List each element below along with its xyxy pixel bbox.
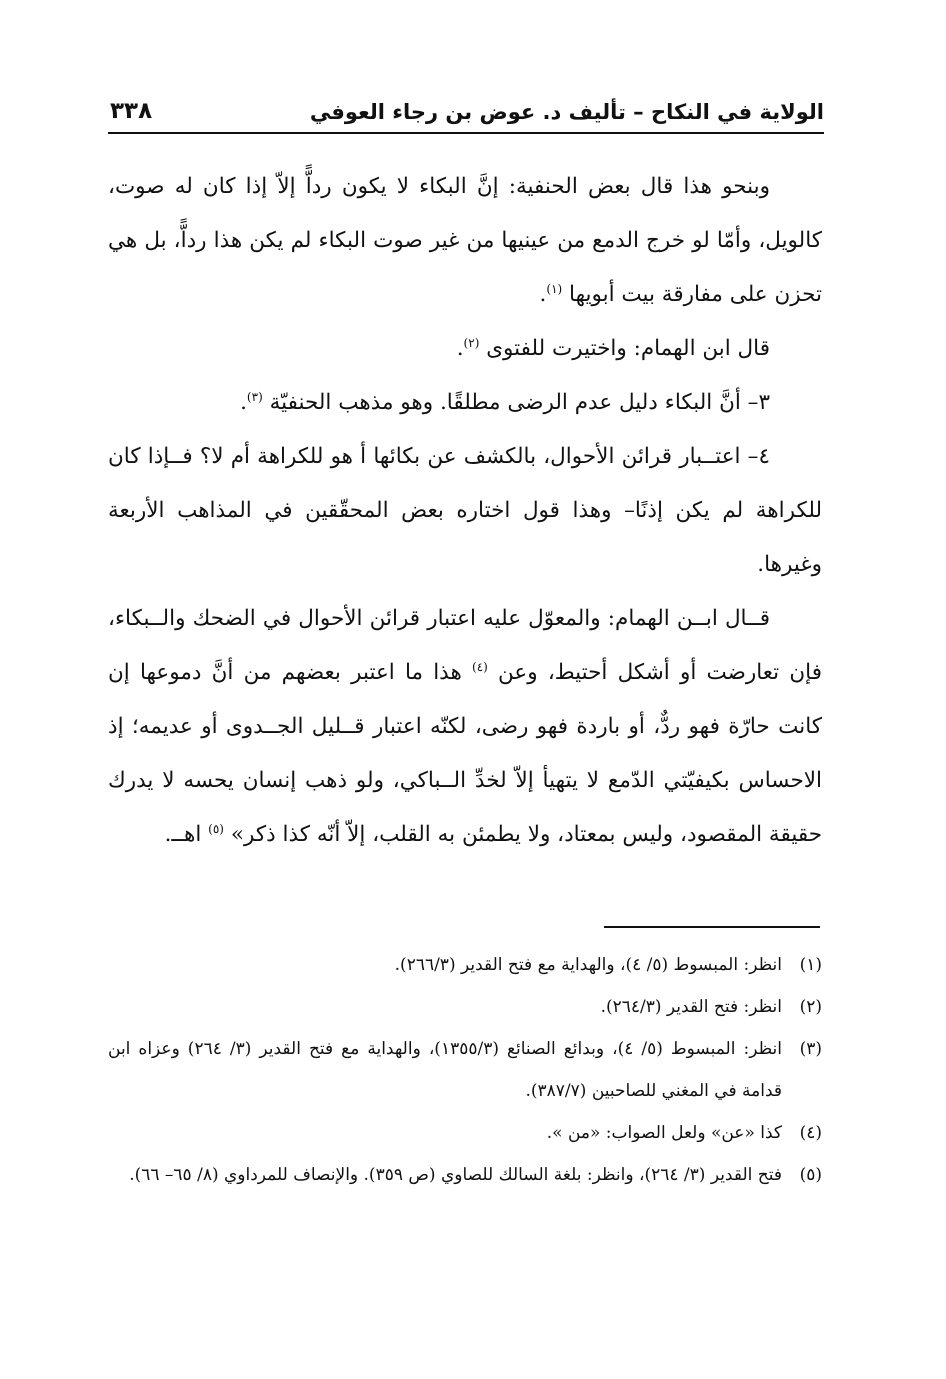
footnote-ref-5: (٥) — [208, 821, 224, 836]
footnote-separator — [604, 926, 820, 928]
footnote-ref-2: (٢) — [463, 335, 480, 350]
footnote-number: (٤) — [799, 1123, 822, 1143]
footnote-ref-3: (٣) — [246, 389, 263, 404]
footnote-3 — [108, 1028, 822, 1112]
main-text — [108, 160, 822, 862]
paragraph-3-text: ٣– أنَّ البكاء دليل عدم الرضى مطلقًا. وهو مذهب الحنفيّة — [269, 390, 770, 415]
footnote-text: انظر: المبسوط (٥/ ٤)، وبدائع الصنائع (١٣٥٥/٣)، والهداية مع فتح القدير (٣/ ٢٦٤) وعزاه ابن قدامة في المغني للصاحبين (٣٨٧/٧). — [108, 1039, 782, 1101]
footnote-5 — [108, 1154, 822, 1196]
paragraph-5-end: اهــ. — [164, 822, 202, 847]
page-header — [108, 98, 824, 134]
paragraph-4-text: ٤– اعتــبار قرائن الأحوال، بالكشف عن بكائها أ هو للكراهة أم لا؟ فــإذا كان للكراهة لم يكن إذنًا– وهذا قول اختاره بعض المحقّقين في المذاهب الأربعة وغيرها. — [108, 444, 822, 577]
footnote-number: (٣) — [799, 1039, 822, 1059]
footnote-1 — [108, 944, 822, 986]
footnote-text: انظر: فتح القدير (٢٦٤/٣). — [600, 997, 782, 1017]
footnote-text: انظر: المبسوط (٥/ ٤)، والهداية مع فتح القدير (٢٦٦/٣). — [394, 955, 782, 975]
footnote-text: فتح القدير (٣/ ٢٦٤)، وانظر: بلغة السالك للصاوي (ص ٣٥٩). والإنصاف للمرداوي (٨/ ٦٥– ٦٦). — [129, 1165, 782, 1185]
paragraph-1-text: وبنحو هذا قال بعض الحنفية: إنَّ البكاء لا يكون رداًّ إلاّ إذا كان له صوت، كالويل، وأمّا لو خرج الدمع من عينيها من غير صوت البكاء لم يكن هذا رداًّ، بل هي تحزن على مفارقة بيت أبويها — [108, 174, 822, 307]
footnote-number: (٢) — [799, 997, 822, 1017]
footnote-text: كذا «عن» ولعل الصواب: «من ». — [546, 1123, 782, 1143]
running-title: الولاية في النكاح – تأليف د. عوض بن رجاء العوفي — [309, 100, 824, 124]
footnote-number: (١) — [799, 955, 822, 975]
footnote-2 — [108, 986, 822, 1028]
paragraph-4 — [108, 430, 822, 592]
paragraph-2-text: قال ابن الهمام: واختيرت للفتوى — [486, 336, 770, 361]
paragraph-5-text-b: هذا ما اعتبر بعضهم من أنَّ دموعها إن كانت حارّة فهو ردٌّ، أو باردة فهو رضى، لكنّه اعتبار قــليل الجــدوى أو عديمه؛ إذ الاحساس بكيفيّتي الدّمع لا يتهيأ إلاّ لخدِّ الــباكي، ولو ذهب إنسان يحسه لا يدرك حقيقة المقصود، وليس بمعتاد، ولا يطمئن به القلب، إلاّ أنّه كذا ذكر» — [108, 660, 822, 847]
paragraph-5 — [108, 592, 822, 862]
paragraph-1: وبنحو هذا قال بعض الحنفية: إنَّ البكاء لا يكون رداًّ إلاّ إذا كان له صوت، كالويل، وأمّا لو خرج الدمع من عينيها من غير صوت البكاء لم يكن هذا رداًّ، بل هي تحزن على مفارقة بيت أبويها $^{(١)}$. — [108, 174, 822, 307]
footnote-number: (٥) — [799, 1165, 822, 1185]
page-number: ٣٣٨ — [110, 98, 153, 124]
footnote-ref-4: (٤) — [472, 659, 488, 674]
footnote-4 — [108, 1112, 822, 1154]
paragraph-3: ٣– أنَّ البكاء دليل عدم الرضى مطلقًا. وهو مذهب الحنفيّة $^{(٣)}$. — [240, 389, 770, 415]
footnote-ref-1: (١) — [546, 281, 563, 296]
paragraph-5-text-a: قــال ابــن الهمام: والمعوّل عليه اعتبار قرائن الأحوال في الضحك والــبكاء، فإن تعارضت أو أشكل أحتيط، وعن — [108, 606, 822, 685]
footnotes — [108, 944, 822, 1196]
paragraph-2: قال ابن الهمام: واختيرت للفتوى $^{(٢)}$. — [456, 335, 770, 361]
